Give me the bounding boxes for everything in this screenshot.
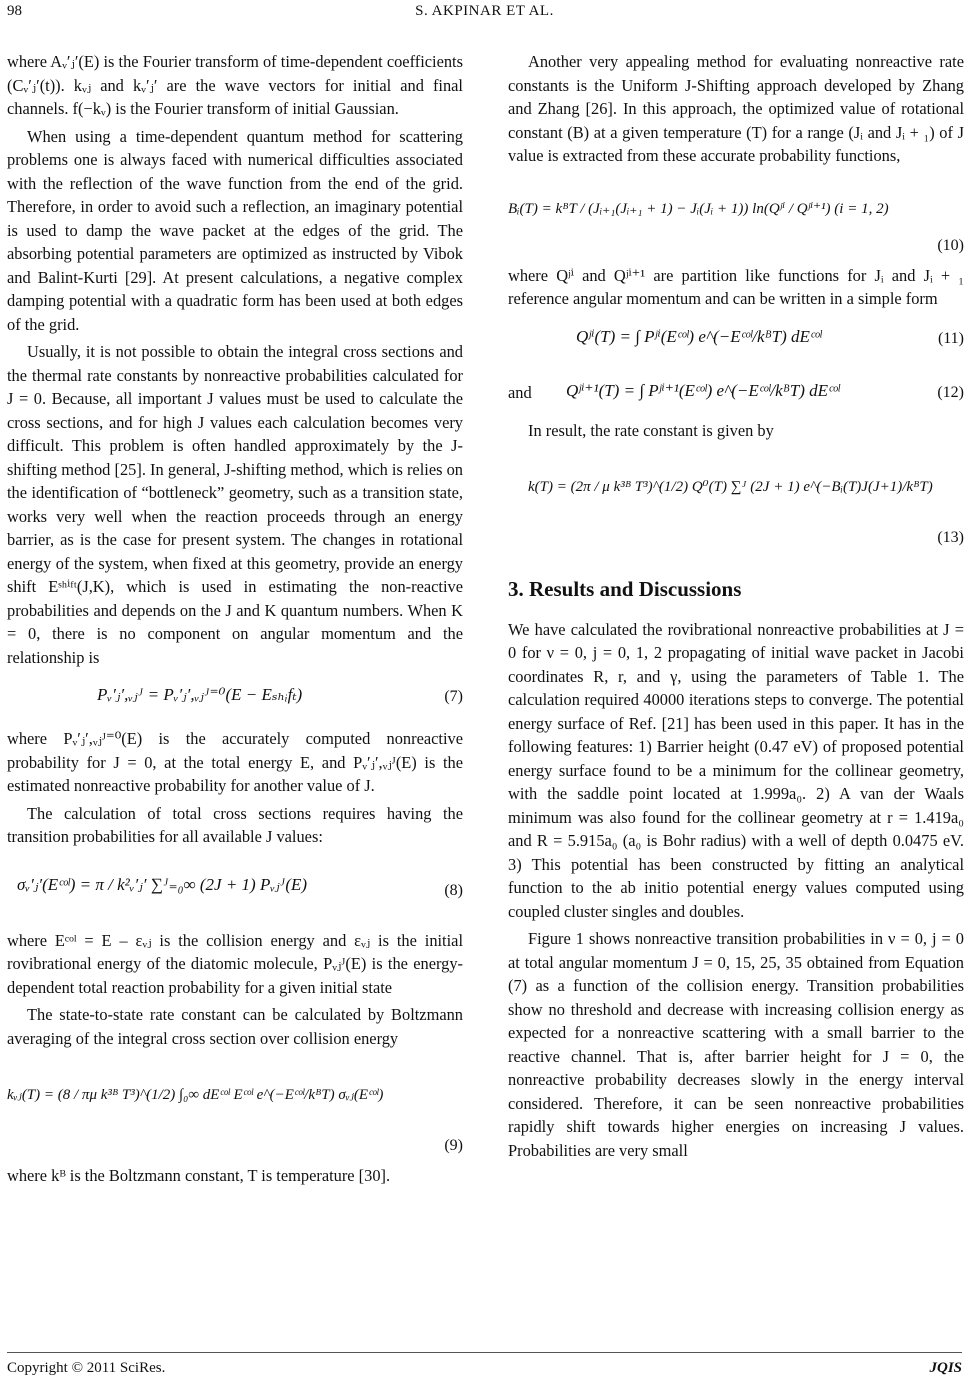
equation-body: kᵥⱼ(T) = (8 / πμ k³ᴮ T³)^(1/2) ∫₀∞ dEᶜᵒˡ Eᶜᵒˡ e^(−Eᶜᵒˡ/kᴮT) σᵥⱼ(Eᶜᵒˡ) — [7, 1087, 384, 1103]
equation-number: (12) — [937, 383, 964, 401]
equation-number: (10) — [937, 236, 964, 254]
equation-number: (13) — [937, 529, 964, 546]
paragraph: When using a time-dependent quantum method for scattering problems one is always faced with numerical difficulties associated with the reflection of the wave function from the end of the grid. Therefore, in order to avoid such a reflection, an imaginary potential is used to damp the wave packet at the edges of the grid. The absorbing potential parameters are optimized as instructed by Vibok and Balint-Kurti [29]. At present calculations, a negative complex damping potential with a quadratic form has been used at both edges of the grid. — [7, 126, 463, 334]
equation-body: Pᵥ′ⱼ′,ᵥⱼᴶ = Pᵥ′ⱼ′,ᵥⱼᴶ⁼⁰(E − Eₛₕᵢfₜ) — [97, 685, 303, 704]
equation-13 — [508, 446, 964, 556]
page-number: 98 — [7, 3, 22, 19]
paragraph: We have calculated the rovibrational nonreactive probabilities at J = 0 for ν = 0, j = 0, 1, 2 propagating of initial wave packet in Jacobi coordinates R, r, and γ, using the parameters of Table 1. The calculation required 40000 iterations steps to converge. The potential energy surface of Ref. [21] has been used in this paper. It has in the following features: 1) Barrier height (0.47 eV) of proposed potential energy surface found to be a minimum for the collinear geometry, with the saddle point located at 1.999a₀. 2) A van der Waals minimum was also found for the collinear geometry at r = 1.419a₀ and R = 5.915a₀ (a₀ is Bohr radius) with a well of depth 0.0475 eV. 3) This potential has been constructed by fitting an analytical function to the ab initio potential energy values computed using coupled cluster singles and doubles. — [508, 619, 964, 921]
equation-12 — [508, 369, 964, 419]
paragraph: where Eᶜᵒˡ = E – εᵥⱼ is the collision energy and εᵥⱼ is the initial rovibrational energy of the diatomic molecule, Pᵥⱼᴶ(E) is the energy-dependent total reaction probability for a given initial state — [7, 930, 463, 997]
footer-rule — [7, 1352, 962, 1353]
equation-number: (9) — [444, 1137, 463, 1154]
paragraph: where Aᵥ′ⱼ′(E) is the Fourier transform of time-dependent coefficients (Cᵥ′ⱼ′(t)). kᵥⱼ and kᵥ′ⱼ′ are the wave vectors for initial and final channels. f(−kᵥ) is the Fourier transform of initial Gaussian. — [7, 52, 463, 118]
equation-body: Bᵢ(T) = kᴮT / (Jᵢ₊₁(Jᵢ₊₁ + 1) − Jᵢ(Jᵢ + 1)) ln(Qʲⁱ / Qʲⁱ⁺¹) (i = 1, 2) — [508, 200, 889, 217]
paragraph: Usually, it is not possible to obtain the integral cross sections and the thermal rate constants by nonreactive probabilities calculated for J = 0. Because, all important J values must be used to calculate the cross sections, and for high J values each calculation becomes very difficult. This problem is often handled approximately by the J-shifting method [25]. In general, J-shifting method, which is relies on the identification of “bottleneck” geometry, such as a transition state, works very well when the reaction proceeds through an energy barrier, as is the case for present system. The changes in rotational energy of the system, when fixed at this geometry, provide an energy shift Eˢʰⁱᶠᵗ(J,K), which is used in estimating the non-reactive probabilities and depends on the J and K quantum numbers. When K = 0, there is no component on angular momentum and the relationship is — [7, 342, 463, 667]
paragraph: where kᴮ is the Boltzmann constant, T is temperature [30]. — [7, 1166, 391, 1185]
section-title: 3. Results and Discussions — [508, 577, 742, 601]
equation-7 — [7, 673, 463, 727]
running-title: S. AKPINAR ET AL. — [415, 3, 554, 19]
copyright-text: Copyright © 2011 SciRes. — [7, 1360, 166, 1376]
right-column — [508, 50, 964, 1166]
paragraph: In result, the rate constant is given by — [528, 420, 774, 440]
equation-8 — [7, 853, 463, 929]
paragraph: Figure 1 shows nonreactive transition probabilities in ν = 0, j = 0 at total angular momentum J = 0, 15, 25, 35 obtained from Equation (7) as a function of the collision energy. Transition probabilities show no threshold and decrease with increasing collision energy as expected for a nonreactive scattering with a small barrier to the reactive channel. That is, after barrier height for J = 0, the nonreactive probability decreases slowly in the energy interval considered. Therefore, it can be seen nonreactive probabilities rapidly shift towards higher energies on increasing J values. Probabilities are very small — [508, 929, 964, 1160]
paragraph: Another very appealing method for evaluating nonreactive rate constants is the Uniform J-Shifting approach developed by Zhang and Zhang [26]. In this approach, the optimized value of rotational constant (B) at a given temperature (T) for a range (Jᵢ and Jᵢ + ₁) of J value is extracted from these accurate probability functions, — [508, 52, 964, 165]
left-column — [7, 50, 463, 1192]
journal-abbrev: JQIS — [929, 1360, 962, 1376]
paragraph: where Pᵥ′ⱼ′,ᵥⱼᴶ⁼⁰(E) is the accurately computed nonreactive probability for J = 0, at the total energy E, and Pᵥ′ⱼ′,ᵥⱼᴶ(E) is the estimated nonreactive probability for another value of J. — [7, 729, 463, 795]
equation-body: k(T) = (2π / μ k³ᴮ T³)^(1/2) Q⁰(T) ∑ᴶ (2J + 1) e^(−Bᵢ(T)J(J+1)/kᴮT) — [528, 479, 933, 495]
equation-11 — [508, 315, 964, 369]
paragraph: The calculation of total cross sections requires having the transition probabilities for all available J values: — [7, 803, 463, 846]
and-label: and — [508, 382, 532, 402]
equation-number: (8) — [444, 881, 463, 899]
equation-number: (7) — [444, 688, 463, 705]
equation-10 — [508, 172, 964, 264]
equation-9 — [7, 1054, 463, 1164]
page-header — [0, 3, 969, 27]
paragraph: where Qʲⁱ and Qʲⁱ⁺¹ are partition like functions for Jᵢ and Jᵢ + ₁ reference angular momentum and can be written in a simple form — [508, 265, 964, 308]
equation-body: Qʲⁱ⁺¹(T) = ∫ Pʲⁱ⁺¹(Eᶜᵒˡ) e^(−Eᶜᵒˡ/kᴮT) dEᶜᵒˡ — [566, 380, 840, 400]
equation-number: (11) — [937, 329, 964, 347]
paragraph: The state-to-state rate constant can be calculated by Boltzmann averaging of the integral cross section over collision energy — [7, 1005, 463, 1048]
equation-body: Qʲⁱ(T) = ∫ Pʲⁱ(Eᶜᵒˡ) e^(−Eᶜᵒˡ/kᴮT) dEᶜᵒˡ — [576, 326, 822, 346]
equation-body: σᵥ′ⱼ′(Eᶜᵒˡ) = π / k²ᵥ′ⱼ′ ∑ᴶ₌₀∞ (2J + 1) Pᵥⱼᴶ(E) — [17, 874, 308, 894]
